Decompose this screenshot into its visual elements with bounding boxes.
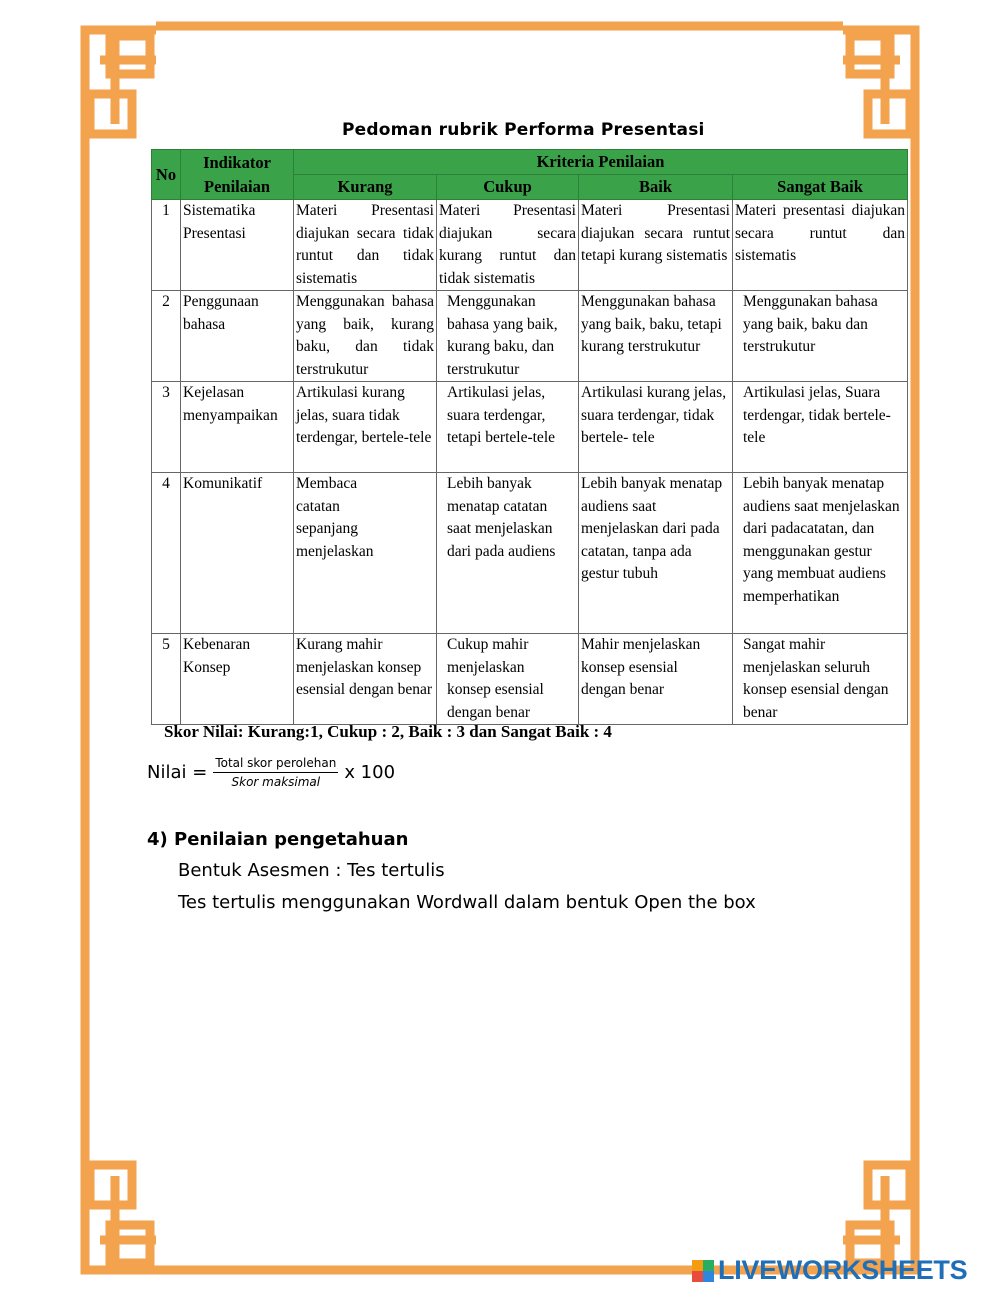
assessment-form-text: Bentuk Asesmen : Tes tertulis <box>178 860 445 881</box>
rubric-table <box>151 149 908 725</box>
cell-kurang: Membaca catatan sepanjang menjelaskan <box>294 473 437 634</box>
header-cukup: Cukup <box>437 175 579 200</box>
cell-sangat-baik: Menggunakan bahasa yang baik, baku dan terstrukutur <box>733 291 908 382</box>
table-row <box>152 200 908 291</box>
cell-indikator: Kejelasan menyampaikan <box>181 382 294 473</box>
logo-text: LIVEWORKSHEETS <box>718 1255 968 1285</box>
cell-baik: Lebih banyak menatap audiens saat menjelaskan dari pada catatan, tanpa ada gestur tubuh <box>579 473 733 634</box>
section-heading: 4) Penilaian pengetahuan <box>147 829 409 850</box>
cell-kurang: Menggunakan bahasa yang baik, kurang baku, dan tidak terstrukutur <box>294 291 437 382</box>
header-no: No <box>152 150 181 200</box>
formula-fraction <box>213 756 338 789</box>
score-formula <box>147 756 395 789</box>
cell-kurang: Kurang mahir menjelaskan konsep esensial dengan benar <box>294 634 437 725</box>
cell-baik: Mahir menjelaskan konsep esensial dengan benar <box>579 634 733 725</box>
cell-sangat-baik: Artikulasi jelas, Suara terdengar, tidak bertele-tele <box>733 382 908 473</box>
formula-lead: Nilai = <box>147 762 208 783</box>
page-title: Pedoman rubrik Performa Presentasi <box>342 120 705 140</box>
cell-indikator: Sistematika Presentasi <box>181 200 294 291</box>
cell-kurang: Materi Presentasi diajukan secara tidak runtut dan tidak sistematis <box>294 200 437 291</box>
cell-baik: Menggunakan bahasa yang baik, baku, tetapi kurang terstrukutur <box>579 291 733 382</box>
header-sangat-baik: Sangat Baik <box>733 175 908 200</box>
cell-indikator: Kebenaran Konsep <box>181 634 294 725</box>
assessment-description-text: Tes tertulis menggunakan Wordwall dalam bentuk Open the box <box>178 892 756 913</box>
cell-no: 1 <box>152 200 181 291</box>
cell-cukup: Menggunakan bahasa yang baik, kurang baku, dan terstrukutur <box>437 291 579 382</box>
cell-cukup: Lebih banyak menatap catatan saat menjelaskan dari pada audiens <box>437 473 579 634</box>
cell-indikator: Penggunaan bahasa <box>181 291 294 382</box>
cell-cukup: Artikulasi jelas, suara terdengar, tetapi bertele-tele <box>437 382 579 473</box>
cell-sangat-baik: Materi presentasi diajukan secara runtut dan sistematis <box>733 200 908 291</box>
cell-cukup: Materi Presentasi diajukan secara kurang runtut dan tidak sistematis <box>437 200 579 291</box>
score-note: Skor Nilai: Kurang:1, Cukup : 2, Baik : 3 dan Sangat Baik : 4 <box>164 722 612 741</box>
cell-no: 4 <box>152 473 181 634</box>
cell-baik: Artikulasi kurang jelas, suara terdengar, tidak bertele- tele <box>579 382 733 473</box>
cell-cukup: Cukup mahir menjelaskan konsep esensial dengan benar <box>437 634 579 725</box>
header-kriteria: Kriteria Penilaian <box>294 150 908 175</box>
cell-no: 3 <box>152 382 181 473</box>
header-indikator: Indikator Penilaian <box>181 150 294 200</box>
logo-mark-icon <box>692 1260 714 1282</box>
header-baik: Baik <box>579 175 733 200</box>
liveworksheets-logo <box>692 1255 967 1286</box>
cell-indikator: Komunikatif <box>181 473 294 634</box>
formula-numerator: Total skor perolehan <box>213 756 338 773</box>
formula-tail: x 100 <box>344 762 396 783</box>
table-row <box>152 473 908 634</box>
table-row <box>152 382 908 473</box>
table-row <box>152 291 908 382</box>
formula-denominator: Skor maksimal <box>231 775 321 789</box>
cell-no: 2 <box>152 291 181 382</box>
cell-sangat-baik: Lebih banyak menatap audiens saat menjelaskan dari padacatatan, dan menggunakan gestur yang membuat audiens memperhatikan <box>733 473 908 634</box>
cell-sangat-baik: Sangat mahir menjelaskan seluruh konsep esensial dengan benar <box>733 634 908 725</box>
cell-kurang: Artikulasi kurang jelas, suara tidak terdengar, bertele-tele <box>294 382 437 473</box>
table-header-row <box>152 150 908 175</box>
header-kurang: Kurang <box>294 175 437 200</box>
cell-baik: Materi Presentasi diajukan secara runtut tetapi kurang sistematis <box>579 200 733 291</box>
cell-no: 5 <box>152 634 181 725</box>
table-row <box>152 634 908 725</box>
